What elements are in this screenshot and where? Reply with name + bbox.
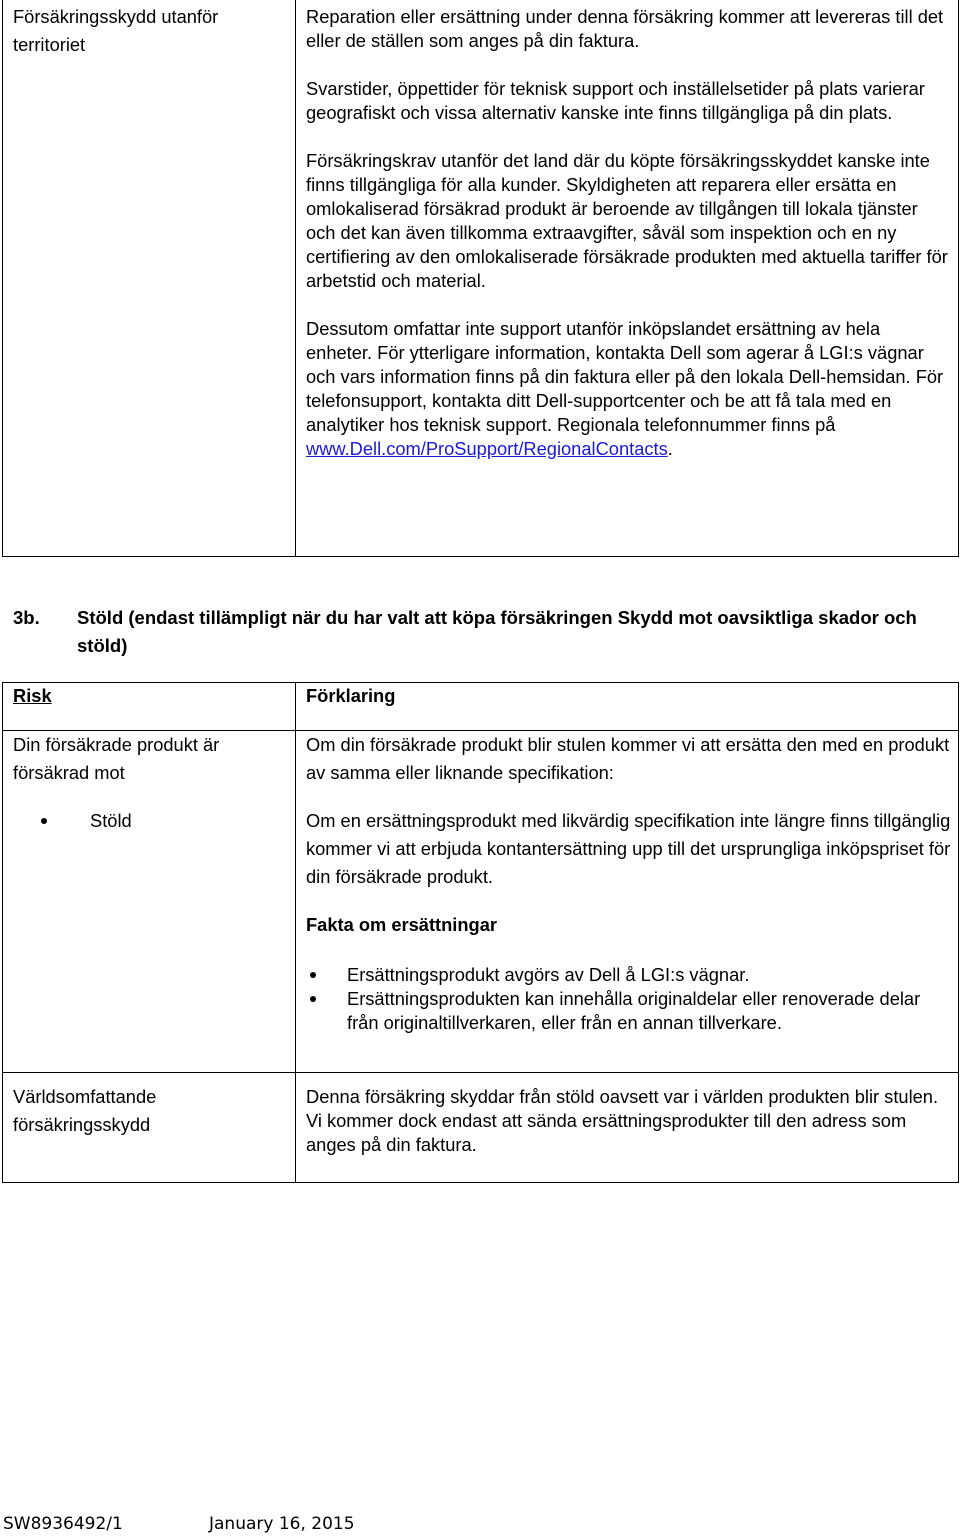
worldwide-label: Världsomfattande försäkringsskydd [13, 1086, 157, 1135]
cash-compensation-paragraph: Om en ersättningsprodukt med likvärdig specifikation inte längre finns tillgänglig kommer vi att erbjuda kontantersättning upp till det ursprungliga inköpspriset för din försäkrade produkt. [306, 810, 951, 887]
facts-heading: Fakta om ersättningar [306, 914, 497, 935]
support-abroad-text: Dessutom omfattar inte support utanför inköpslandet ersättning av hela enheter. För ytterligare information, kontakta Dell som agerar å LGI:s vägnar och vars information finns på din faktura eller på den lokala Dell-hemsidan. För telefonsupport, kontakta ditt Dell-supportcenter och be att få tala med en analytiker hos teknisk support. Regionala telefonnummer finns på [306, 318, 944, 435]
theft-coverage-table [2, 682, 959, 1183]
section-title: Stöld (endast tillämpligt när du har valt att köpa försäkringen Skydd mot oavsiktliga skador och stöld) [77, 607, 917, 656]
replacement-paragraph: Om din försäkrade produkt blir stulen kommer vi att ersätta den med en produkt av samma eller liknande specifikation: [306, 734, 950, 783]
delivery-paragraph: Reparation eller ersättning under denna försäkring kommer att levereras till det eller de ställen som anges på din faktura. [306, 6, 944, 51]
list-item [13, 807, 283, 835]
theft-bullet-label: Stöld [90, 810, 132, 831]
territory-coverage-table [2, 0, 959, 557]
footer-doc-id: SW8936492/1 [3, 1514, 123, 1534]
column-divider [295, 0, 296, 556]
claims-abroad-paragraph: Försäkringskrav utanför det land där du köpte försäkringsskyddet kanske inte finns tillgängliga för alla kunder. Skyldigheten att reparera eller ersätta en omlokaliserad försäkrad produkt är beroende av tillgången till lokala tjänster och det kan även tillkomma extraavgifter, såväl som inspektion och en ny certifiering av den omlokaliserade försäkrade produkten med aktuella tariffer för arbetstid och material. [306, 150, 948, 291]
insured-against-cell [13, 731, 283, 835]
insured-against-label: Din försäkrade produkt är försäkrad mot [13, 734, 220, 783]
worldwide-text-cell [306, 1085, 951, 1157]
footer-date: January 16, 2015 [209, 1514, 355, 1534]
support-abroad-paragraph [306, 317, 951, 461]
territory-text-cell [306, 5, 951, 461]
header-explanation-cell [306, 683, 395, 709]
worldwide-paragraph: Denna försäkring skyddar från stöld oavsett var i världen produkten blir stulen. Vi kommer dock endast att sända ersättningsprodukter till den adress som anges på din faktura. [306, 1086, 939, 1155]
territory-label: Försäkringsskydd utanför territoriet [13, 6, 219, 55]
header-risk: Risk [13, 685, 52, 706]
regional-contacts-link[interactable]: www.Dell.com/ProSupport/RegionalContacts [306, 438, 668, 459]
header-risk-cell [13, 683, 52, 709]
list-item [306, 963, 951, 987]
worldwide-label-cell [13, 1083, 283, 1139]
theft-explanation-cell [306, 731, 951, 1035]
list-item [306, 987, 951, 1035]
response-times-paragraph: Svarstider, öppettider för teknisk support och inställelsetider på plats varierar geografiskt och vissa alternativ kanske inte finns tillgängliga på din plats. [306, 78, 925, 123]
column-divider [295, 683, 296, 1182]
row-divider [3, 1072, 958, 1073]
fact-item-2: Ersättningsprodukten kan innehålla originaldelar eller renoverade delar från originaltillverkaren, eller från en annan tillverkare. [347, 988, 921, 1033]
link-suffix: . [667, 438, 673, 459]
fact-item-1: Ersättningsprodukt avgörs av Dell å LGI:s vägnar. [347, 964, 750, 985]
section-number: 3b. [13, 607, 40, 628]
territory-label-cell [13, 3, 283, 59]
header-explanation: Förklaring [306, 685, 396, 706]
